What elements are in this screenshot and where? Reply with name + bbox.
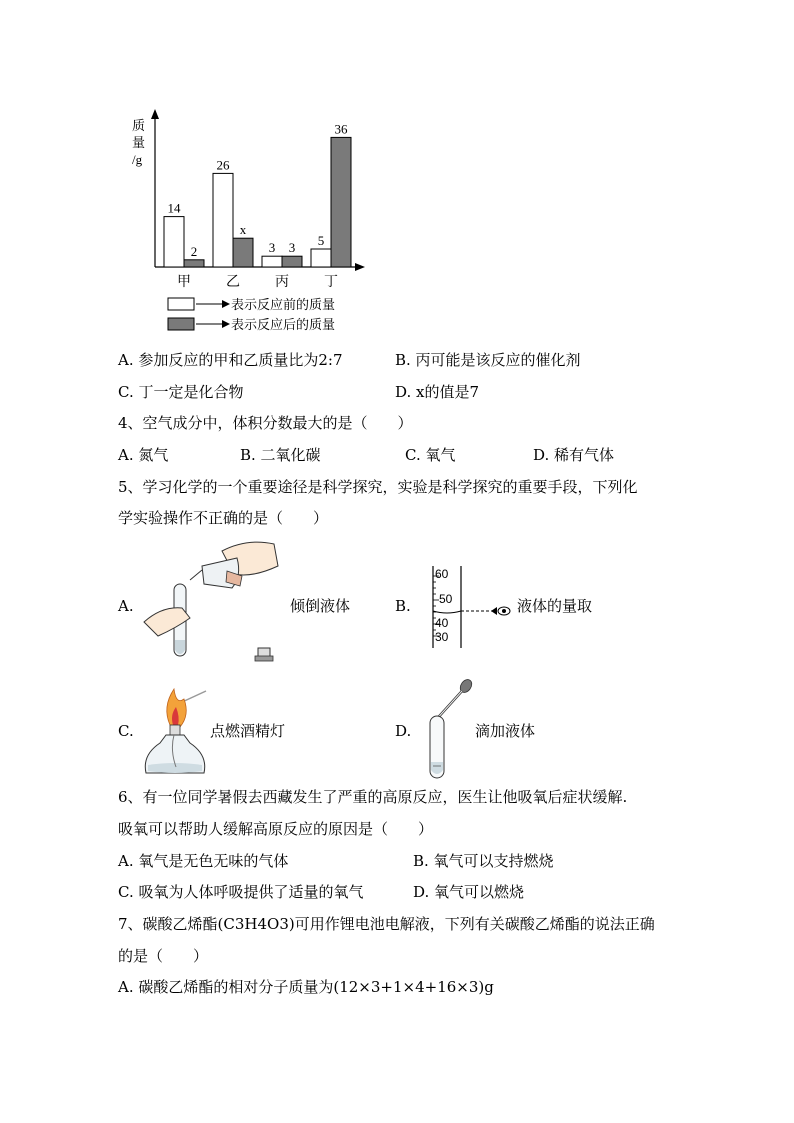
- q5-option-a-letter: A.: [118, 597, 134, 615]
- y-axis-label-2: 量: [132, 135, 146, 150]
- legend-after-label: 表示反应后的质量: [231, 317, 336, 332]
- q5-option-d-text: 滴加液体: [475, 722, 536, 740]
- q4-option-a: A. 氮气: [118, 446, 169, 464]
- graduated-cylinder-figure: [425, 566, 515, 651]
- bar-ding-after: [331, 137, 351, 267]
- q3-option-a: A. 参加反应的甲和乙质量比为2:7: [118, 351, 343, 369]
- cylinder-tick-50: 50: [439, 592, 453, 606]
- q7-stem-line2: 的是（ ）: [118, 947, 209, 965]
- bar-yi-before: [213, 173, 233, 267]
- bar-label-bing-after: 3: [288, 240, 296, 256]
- bar-label-ding-before: 5: [317, 233, 325, 248]
- bar-jia-before: [164, 217, 184, 267]
- category-label-jia: 甲: [177, 275, 191, 290]
- legend-before-swatch: [168, 298, 194, 310]
- q5-stem-line2: 学实验操作不正确的是（ ）: [118, 509, 329, 527]
- q6-stem-line1: 6、有一位同学暑假去西藏发生了严重的高原反应，医生让他吸氧后症状缓解.: [118, 788, 628, 806]
- legend-before-arrow: [222, 300, 230, 308]
- cylinder-tick-60: 60: [435, 567, 449, 581]
- bar-label-jia-before: 14: [167, 200, 181, 216]
- q5-option-d-letter: D.: [395, 722, 412, 740]
- y-axis-arrow: [151, 109, 159, 119]
- bar-label-jia-after: 2: [190, 243, 198, 259]
- q5-option-b-text: 液体的量取: [517, 597, 593, 615]
- bar-label-yi-after: x: [239, 222, 247, 238]
- bar-jia-after: [184, 260, 204, 267]
- cylinder-tick-40: 40: [435, 616, 449, 630]
- category-label-ding: 丁: [324, 275, 338, 290]
- bar-ding-before: [311, 249, 331, 267]
- dropper-figure: [420, 678, 480, 782]
- legend-after-arrow: [222, 320, 230, 328]
- pour-liquid-figure: [142, 536, 292, 666]
- chart-svg: [120, 105, 380, 340]
- y-axis-label-3: /g: [132, 152, 143, 167]
- q6-option-a: A. 氧气是无色无味的气体: [118, 852, 289, 870]
- alcohol-lamp-figure: [140, 685, 210, 780]
- mass-bar-chart: [120, 105, 380, 344]
- legend: [168, 297, 335, 332]
- category-label-bing: 丙: [275, 275, 289, 290]
- q3-option-c: C. 丁一定是化合物: [118, 383, 244, 401]
- q4-option-b: B. 二氧化碳: [240, 446, 321, 464]
- q5-stem-line1: 5、学习化学的一个重要途径是科学探究，实验是科学探究的重要手段，下列化: [118, 478, 638, 496]
- category-label-yi: 乙: [226, 275, 240, 290]
- x-axis-arrow: [355, 263, 365, 271]
- q4-stem: 4、空气成分中，体积分数最大的是（ ）: [118, 414, 413, 432]
- cylinder-tick-30: 30: [435, 630, 449, 644]
- q4-option-d: D. 稀有气体: [533, 446, 615, 464]
- legend-before-label: 表示反应前的质量: [231, 297, 336, 312]
- q6-option-d: D. 氧气可以燃烧: [413, 883, 525, 901]
- q6-option-c: C. 吸氧为人体呼吸提供了适量的氧气: [118, 883, 364, 901]
- bar-yi-after: [233, 238, 253, 267]
- q3-option-d: D. x的值是7: [395, 383, 480, 401]
- q6-option-b: B. 氧气可以支持燃烧: [413, 852, 554, 870]
- legend-after-swatch: [168, 318, 194, 330]
- bar-label-ding-after: 36: [334, 121, 348, 137]
- bar-label-bing-before: 3: [268, 240, 276, 256]
- bar-label-yi-before: 26: [216, 157, 230, 173]
- q4-option-c: C. 氧气: [405, 446, 456, 464]
- q7-option-a: A. 碳酸乙烯酯的相对分子质量为(12×3+1×4+16×3)g: [118, 978, 494, 996]
- q5-option-b-letter: B.: [395, 597, 411, 615]
- q5-option-a-text: 倾倒液体: [290, 597, 351, 615]
- q7-stem-line1: 7、碳酸乙烯酯(C3H4O3)可用作锂电池电解液，下列有关碳酸乙烯酯的说法正确: [118, 915, 655, 933]
- bar-bing-before: [262, 256, 282, 267]
- q6-stem-line2: 吸氧可以帮助人缓解高原反应的原因是（ ）: [118, 820, 434, 838]
- y-axis-label-1: 质: [132, 118, 146, 133]
- q3-option-b: B. 丙可能是该反应的催化剂: [395, 351, 581, 369]
- q5-option-c-text: 点燃酒精灯: [210, 722, 286, 740]
- bar-bing-after: [282, 256, 302, 267]
- q5-option-c-letter: C.: [118, 722, 134, 740]
